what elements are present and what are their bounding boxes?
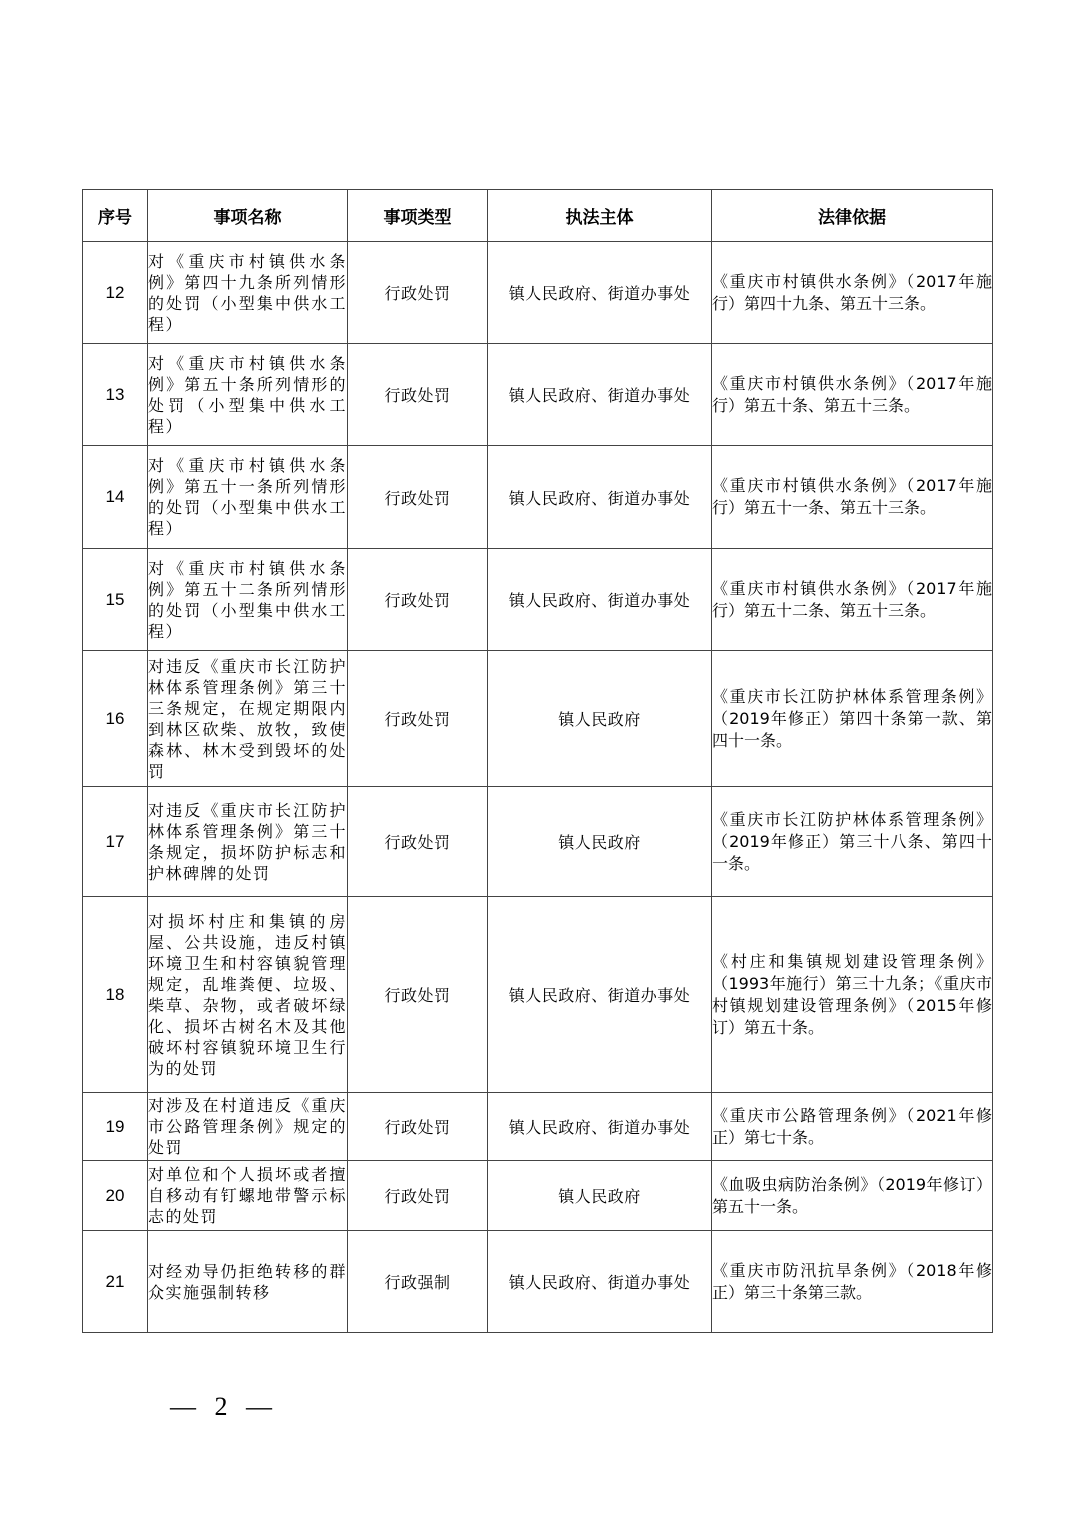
row-name: 对《重庆市村镇供水条例》第五十条所列情形的处罚（小型集中供水工程） xyxy=(148,344,348,446)
row-name: 对《重庆市村镇供水条例》第五十一条所列情形的处罚（小型集中供水工程） xyxy=(148,446,348,549)
row-subject: 镇人民政府、街道办事处 xyxy=(488,1093,712,1161)
table-row xyxy=(83,242,993,344)
row-basis: 《重庆市村镇供水条例》（2017年施行）第五十条、第五十三条。 xyxy=(712,344,993,446)
row-basis: 《重庆市长江防护林体系管理条例》（2019年修正）第三十八条、第四十一条。 xyxy=(712,787,993,897)
table-row xyxy=(83,549,993,651)
row-type: 行政处罚 xyxy=(348,787,488,897)
header-no: 序号 xyxy=(83,190,148,242)
row-basis: 《村庄和集镇规划建设管理条例》（1993年施行）第三十九条；《重庆市村镇规划建设管理条例》（2015年修订）第五十条。 xyxy=(712,897,993,1093)
header-type: 事项类型 xyxy=(348,190,488,242)
row-subject: 镇人民政府、街道办事处 xyxy=(488,446,712,549)
row-basis: 《重庆市村镇供水条例》（2017年施行）第五十二条、第五十三条。 xyxy=(712,549,993,651)
row-name: 对单位和个人损坏或者擅自移动有钉螺地带警示标志的处罚 xyxy=(148,1161,348,1231)
row-no: 13 xyxy=(83,344,148,446)
row-type: 行政处罚 xyxy=(348,344,488,446)
row-type: 行政处罚 xyxy=(348,1093,488,1161)
row-basis: 《重庆市防汛抗旱条例》（2018年修正）第三十条第三款。 xyxy=(712,1231,993,1333)
table-row xyxy=(83,1093,993,1161)
row-subject: 镇人民政府、街道办事处 xyxy=(488,897,712,1093)
row-basis: 《重庆市长江防护林体系管理条例》（2019年修正）第四十条第一款、第四十一条。 xyxy=(712,651,993,787)
row-type: 行政处罚 xyxy=(348,446,488,549)
row-no: 20 xyxy=(83,1161,148,1231)
row-type: 行政处罚 xyxy=(348,1161,488,1231)
row-basis: 《重庆市村镇供水条例》（2017年施行）第四十九条、第五十三条。 xyxy=(712,242,993,344)
row-basis: 《血吸虫病防治条例》（2019年修订）第五十一条。 xyxy=(712,1161,993,1231)
table-row xyxy=(83,446,993,549)
row-basis: 《重庆市村镇供水条例》（2017年施行）第五十一条、第五十三条。 xyxy=(712,446,993,549)
row-no: 14 xyxy=(83,446,148,549)
table-row xyxy=(83,787,993,897)
row-no: 17 xyxy=(83,787,148,897)
row-no: 21 xyxy=(83,1231,148,1333)
row-subject: 镇人民政府、街道办事处 xyxy=(488,1231,712,1333)
row-no: 18 xyxy=(83,897,148,1093)
page-number: — 2 — xyxy=(170,1392,278,1421)
row-type: 行政处罚 xyxy=(348,897,488,1093)
row-name: 对涉及在村道违反《重庆市公路管理条例》规定的处罚 xyxy=(148,1093,348,1161)
row-no: 19 xyxy=(83,1093,148,1161)
header-name: 事项名称 xyxy=(148,190,348,242)
row-no: 16 xyxy=(83,651,148,787)
table-row xyxy=(83,344,993,446)
row-subject: 镇人民政府 xyxy=(488,651,712,787)
row-subject: 镇人民政府 xyxy=(488,787,712,897)
row-no: 12 xyxy=(83,242,148,344)
row-name: 对经劝导仍拒绝转移的群众实施强制转移 xyxy=(148,1231,348,1333)
row-subject: 镇人民政府 xyxy=(488,1161,712,1231)
table-row xyxy=(83,651,993,787)
row-name: 对《重庆市村镇供水条例》第四十九条所列情形的处罚（小型集中供水工程） xyxy=(148,242,348,344)
header-basis: 法律依据 xyxy=(712,190,993,242)
row-subject: 镇人民政府、街道办事处 xyxy=(488,242,712,344)
row-name: 对损坏村庄和集镇的房屋、公共设施，违反村镇环境卫生和村容镇貌管理规定，乱堆粪便、垃圾、柴草、杂物，或者破坏绿化、损坏古树名木及其他破坏村容镇貌环境卫生行为的处罚 xyxy=(148,897,348,1093)
row-name: 对违反《重庆市长江防护林体系管理条例》第三十三条规定，在规定期限内到林区砍柴、放牧，致使森林、林木受到毁坏的处罚 xyxy=(148,651,348,787)
row-subject: 镇人民政府、街道办事处 xyxy=(488,344,712,446)
row-type: 行政强制 xyxy=(348,1231,488,1333)
header-subject: 执法主体 xyxy=(488,190,712,242)
row-basis: 《重庆市公路管理条例》（2021年修正）第七十条。 xyxy=(712,1093,993,1161)
row-type: 行政处罚 xyxy=(348,242,488,344)
row-type: 行政处罚 xyxy=(348,651,488,787)
row-no: 15 xyxy=(83,549,148,651)
row-name: 对《重庆市村镇供水条例》第五十二条所列情形的处罚（小型集中供水工程） xyxy=(148,549,348,651)
table-header-row xyxy=(83,190,993,242)
table-row xyxy=(83,1161,993,1231)
row-name: 对违反《重庆市长江防护林体系管理条例》第三十条规定，损坏防护标志和护林碑牌的处罚 xyxy=(148,787,348,897)
table-row xyxy=(83,897,993,1093)
table-row xyxy=(83,1231,993,1333)
row-type: 行政处罚 xyxy=(348,549,488,651)
enforcement-items-table xyxy=(82,189,993,1333)
row-subject: 镇人民政府、街道办事处 xyxy=(488,549,712,651)
